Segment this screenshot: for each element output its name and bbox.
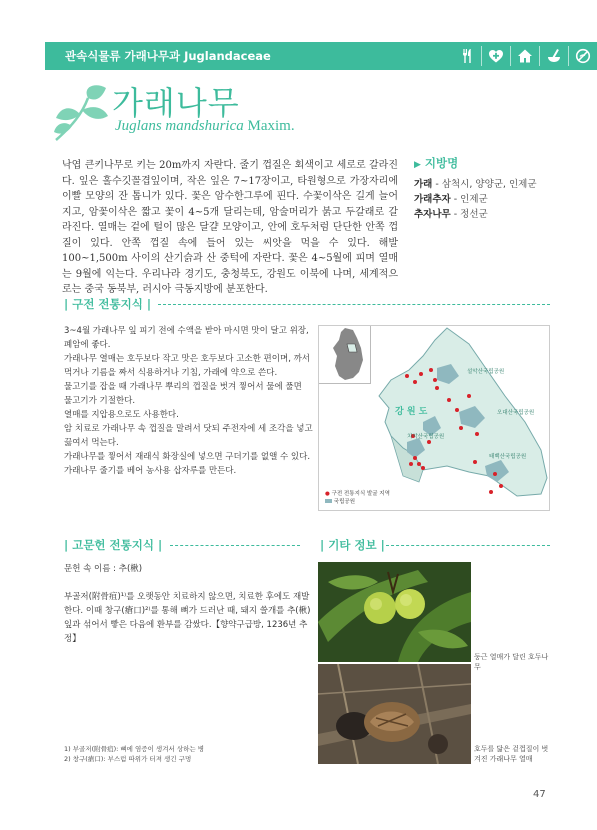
oral-knowledge-text [64, 324, 314, 478]
map-legend [325, 490, 390, 506]
oral-line: 물고기를 잡을 때 가래나무 뿌리의 껍질을 벗겨 찧어서 물에 풀면 [64, 382, 302, 392]
oral-line: 암 치료로 가래나무 속 껍질을 말려서 닷되 주전자에 세 조각을 넣고 [64, 424, 313, 434]
local-name-item: 추자나무 - 정선군 [414, 209, 488, 220]
oral-line: 가래나무를 찧어서 재래식 화장실에 넣으면 구더기를 없앨 수 있다. [64, 452, 311, 462]
photo-caption: 둥근 열매가 달린 호두나무 [474, 653, 549, 671]
footnote: 1) 부골저(附骨疽): 뼈에 염증이 생겨서 상하는 병 [64, 745, 205, 753]
footnotes [64, 744, 204, 764]
park-label: 설악산국립공원 [467, 369, 505, 375]
house-icon [510, 46, 539, 66]
usage-icons [452, 42, 597, 70]
province-label: 강 원 도 [395, 407, 428, 417]
photo-caption: 호두를 닮은 겉껍질이 벗겨진 가래나무 열매 [474, 745, 549, 763]
oral-line: 가래나무 줄기를 베어 농사용 삽자루를 만든다. [64, 466, 237, 476]
local-name-item: 가래추자 - 인제군 [414, 194, 488, 205]
park-label: 치악산국립공원 [407, 434, 445, 440]
legend-item-park: 국립공원 [325, 498, 390, 506]
category-label: 관속식물류 가래나무과 Juglandaceae [65, 49, 271, 63]
scientific-author: Maxim. [247, 118, 295, 134]
other-info-heading: | 기타 정보 | [320, 538, 385, 552]
korea-inset-map [319, 326, 371, 384]
oral-knowledge-heading: | 구전 전통지식 | [64, 297, 152, 311]
no-sign-icon [568, 46, 597, 66]
oral-line: 열매를 지압용으로도 사용한다. [64, 410, 179, 420]
local-names-box [414, 155, 574, 222]
oral-line: 3~4월 가래나무 잎 피기 전에 수액을 받아 마시면 맛이 달고 위장, [64, 326, 309, 336]
legend-item-dot: ● 구전 전통지식 발굴 지역 [325, 491, 390, 497]
footnote: 2) 창구(瘡口): 부스럼 따위가 터져 생긴 구멍 [64, 755, 192, 763]
heart-cross-icon [481, 46, 510, 66]
section-divider [386, 545, 550, 546]
oral-line: 끓여서 먹는다. [64, 438, 119, 448]
scientific-binomial: Juglans mandshurica [115, 118, 244, 134]
local-name-item: 가래 - 삼척시, 양양군, 인제군 [414, 179, 537, 190]
park-label: 오대산국립공원 [497, 410, 535, 416]
plant-name-title: 가래나무 [112, 84, 240, 122]
mortar-pestle-icon [539, 46, 568, 66]
section-divider [158, 304, 550, 305]
scientific-name [115, 118, 295, 135]
section-divider [170, 545, 300, 546]
park-label: 태백산국립공원 [489, 454, 527, 460]
plant-description: 낙엽 큰키나무로 키는 20m까지 자란다. 줄기 껍질은 회색이고 세로로 갈라진다. 잎은 홀수깃꼴겹잎이며, 작은 잎은 7~17장이고, 타원형으로 가장자리에 이빨 모양의 잔 톱니가 있다. 꽃은 암수한그루에 핀다. 수꽃이삭은 길게 늘어지고, 암꽃이삭은 짧고 꽃이 4~5개 달리는데, 암술머리가 붉고 두갈래로 갈라진다. 열매는 겉에 털이 많은 달걀 모양이고, 안에 호두처럼 단단한 안쪽 껍질이 있다. 안쪽 껍질 속에 들어 있는 씨앗을 먹을 수 있다. 해발 100~1,500m 사이의 산기슭과 산 중턱에 자란다. 꽃은 4~5월에 피며 열매는 9월에 익는다. 우리나라 경기도, 충청북도, 강원도 이북에 나며, 세계적으로는 중국 동북부, 러시아 극동지방에 분포한다. [62, 160, 398, 295]
walnut-shell-photo [318, 664, 471, 764]
literature-text: 부골저(附骨疽)¹⁾를 오랫동안 치료하지 않으면, 치료한 후에도 재발한다. 이때 창구(瘡口)²⁾를 통해 뼈가 드러난 때, 돼지 쓸개를 추(楸)잎과 섞어서 빻은 다음에 환부를 감쌌다.【향약구급방, 1236년 추정】 [64, 592, 311, 644]
leaf-logo-icon [52, 84, 110, 142]
oral-line: 먹거나 기름을 짜서 식용하거나 기침, 가래에 약으로 쓴다. [64, 368, 278, 378]
oral-line: 가래나무 열매는 호두보다 작고 맛은 호두보다 고소한 편이며, 까서 [64, 354, 311, 364]
oral-line: 폐암에 좋다. [64, 340, 111, 350]
local-names-title: ▶ 지방명 [414, 156, 459, 170]
distribution-map [318, 325, 550, 511]
literature-source: 문헌 속 이름 : 추(楸) [64, 564, 143, 574]
utensils-icon [452, 46, 481, 66]
category-header-bar [45, 42, 597, 70]
oral-line: 물고기가 기절한다. [64, 396, 136, 406]
walnut-fruit-photo [318, 562, 471, 662]
triangle-bullet-icon: ▶ [414, 160, 421, 170]
literature-heading: | 고문헌 전통지식 | [64, 538, 163, 552]
page-number: 47 [533, 789, 546, 800]
